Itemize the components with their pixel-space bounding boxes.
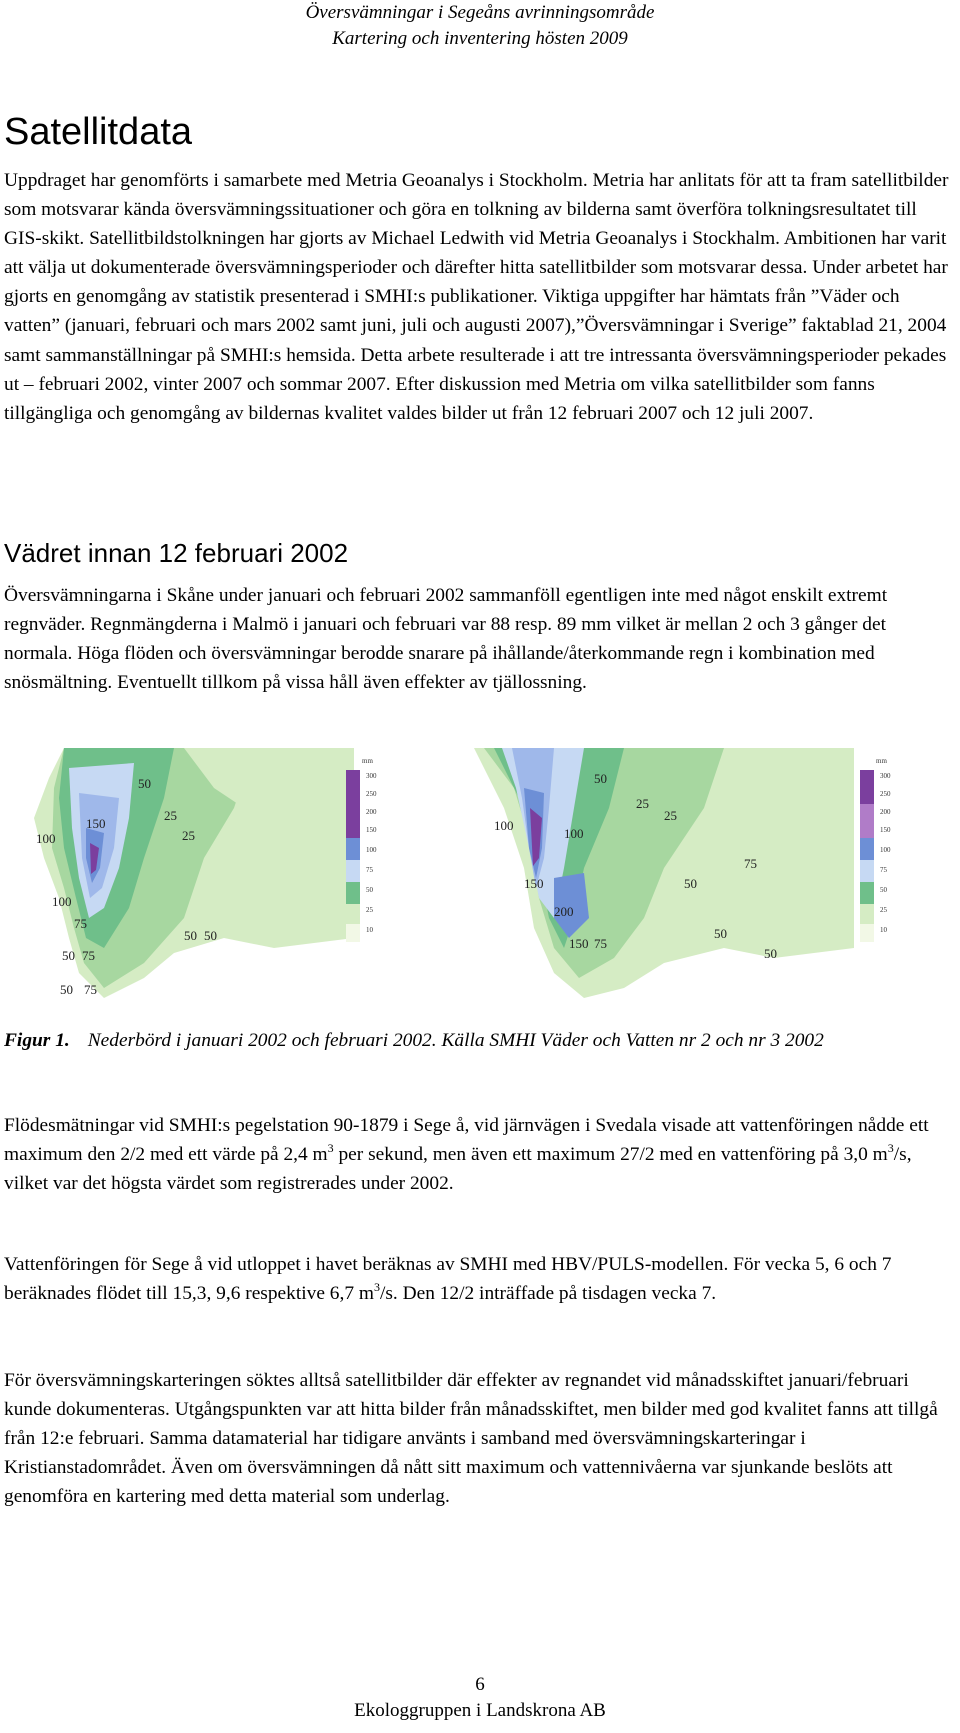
svg-text:150: 150 [569, 936, 589, 951]
svg-text:25: 25 [182, 828, 195, 843]
page-number: 6 [475, 1674, 485, 1695]
mapping-paragraph: För översvämningskarteringen söktes alltså satellitbilder där effekter av regnandet vid månadsskiftet januari/februari kunde dokumenteras. Utgångspunkten var att hitta bilder från månadsskiftet, men bilder med god kvalitet fanns att tillgå från 12:e februari. Samma datamaterial har tidigare använts i samband med översvämningskarteringar i Kristianstadområdet. Även om översvämningen då nått sitt maximum och vattennivåerna var sjunkande beslöts att genomföra en kartering med detta material som underlag. [4, 1370, 938, 1508]
header-title: Översvämningar i Segeåns avrinningsområde [305, 2, 655, 23]
page-header [0, 0, 960, 52]
satellitdata-paragraph: Uppdraget har genomförts i samarbete med Metria Geoanalys i Stockholm. Metria har anlitats för att ta fram satellitbilder som motsvarar kända översvämningssituationer och göra en tolkning av bilderna samt överföra tolkningsresultatet till GIS-skikt. Satellitbildstolkningen har gjorts av Michael Ledwith vid Metria Geoanalys i Stockhalm. Ambitionen har varit att välja ut dokumenterade översvämningsperioder och därefter hitta satellitbilder som motsvarar dessa. Under arbetet har gjorts en genomgång av statistik presenterad i SMHI:s publikationer. Viktiga uppgifter har hämtats från ”Väder och vatten” (januari, februari och mars 2002 samt juni, juli och augusti 2007),”Översvämningar i Sverige” faktablad 21, 2004 samt sammanställningar på SMHI:s hemsida. Detta arbete resulterade i att tre intressanta översvämningsperioder pekades ut – februari 2002, vinter 2007 och sommar 2007. Efter diskussion med Metria om vilka satellitbilder som fanns tillgängliga och genomgång av bildernas kvalitet valdes bilder ut från 12 februari 2007 och 12 juli 2007. [4, 170, 949, 424]
figure-caption-text: Nederbörd i januari 2002 och februari 2002. Källa SMHI Väder och Vatten nr 2 och nr 3 2002 [87, 1030, 824, 1051]
svg-text:50: 50 [184, 928, 197, 943]
precipitation-maps-figure [24, 748, 934, 1010]
model-sup-a: 3 [373, 1280, 380, 1295]
precipitation-map-january [24, 748, 444, 1010]
flow-text-a: Flödesmätningar vid SMHI:s pegelstation 90-1879 i Sege å, vid järnvägen i Svedala visade att vattenföringen nådde ett maximum den 2/2 med ett värde på 2,4 m [4, 1115, 929, 1166]
svg-text:50: 50 [714, 926, 727, 941]
svg-text:mm: mm [876, 757, 887, 765]
svg-text:250: 250 [880, 790, 891, 798]
svg-text:100: 100 [564, 826, 584, 841]
svg-text:50: 50 [684, 876, 697, 891]
svg-text:300: 300 [880, 772, 891, 780]
svg-text:300: 300 [366, 772, 377, 780]
svg-text:50: 50 [366, 886, 373, 894]
svg-text:100: 100 [880, 846, 891, 854]
weather-paragraph: Översvämningarna i Skåne under januari och februari 2002 sammanföll egentligen inte med något enskilt extremt regnväder. Regnmängderna i Malmö i januari och februari var 88 resp. 89 mm vilket är mellan 2 och 3 gånger det normala. Höga flöden och översvämningar berodde snarare på ihållande/återkommande regn i kombination med snösmältning. Eventuellt tillkom på vissa håll även effekter av tjällossning. [4, 585, 888, 694]
svg-text:200: 200 [880, 808, 891, 816]
svg-text:150: 150 [366, 826, 377, 834]
svg-text:75: 75 [594, 936, 607, 951]
flow-sup-a: 3 [327, 1141, 334, 1156]
svg-text:75: 75 [74, 916, 87, 931]
flow-text-b: per sekund, men även ett maximum 27/2 med en vattenföring på 3,0 m [333, 1144, 888, 1166]
svg-text:75: 75 [880, 866, 887, 874]
svg-text:50: 50 [594, 771, 607, 786]
svg-text:10: 10 [366, 926, 373, 934]
svg-text:25: 25 [164, 808, 177, 823]
svg-text:150: 150 [524, 876, 544, 891]
figure-caption [4, 1026, 950, 1055]
model-text-a: Vattenföringen för Sege å vid utloppet i havet beräknas av SMHI med HBV/PULS-modellen. För vecka 5, 6 och 7 beräknades flödet till 15,3, 9,6 respektive 6,7 m [4, 1254, 892, 1305]
svg-text:50: 50 [204, 928, 217, 943]
svg-text:75: 75 [84, 982, 97, 997]
svg-text:50: 50 [764, 946, 777, 961]
svg-text:25: 25 [880, 906, 887, 914]
svg-text:200: 200 [554, 904, 574, 919]
svg-text:75: 75 [366, 866, 373, 874]
section-title-weather: Vädret innan 12 februari 2002 [4, 538, 349, 568]
svg-text:100: 100 [36, 831, 56, 846]
header-subtitle: Kartering och inventering hösten 2009 [332, 28, 628, 49]
svg-text:50: 50 [138, 776, 151, 791]
svg-text:75: 75 [744, 856, 757, 871]
model-text-b: /s. Den 12/2 inträffade på tisdagen vecka 7. [379, 1283, 717, 1305]
svg-text:150: 150 [86, 816, 106, 831]
flow-text-c: /s, vilket var det högsta värdet som registrerades under 2002. [4, 1144, 912, 1195]
svg-text:50: 50 [880, 886, 887, 894]
svg-text:50: 50 [62, 948, 75, 963]
svg-text:250: 250 [366, 790, 377, 798]
svg-text:25: 25 [664, 808, 677, 823]
svg-text:10: 10 [880, 926, 887, 934]
svg-text:100: 100 [494, 818, 514, 833]
figure-label: Figur 1. [4, 1030, 70, 1051]
footer-company: Ekologgruppen i Landskrona AB [354, 1700, 606, 1721]
flow-sup-b: 3 [887, 1141, 894, 1156]
svg-text:150: 150 [880, 826, 891, 834]
precipitation-map-february [464, 748, 934, 1010]
svg-text:100: 100 [366, 846, 377, 854]
svg-text:25: 25 [366, 906, 373, 914]
page-footer [0, 1672, 960, 1724]
flow-measurement-paragraph [4, 1111, 950, 1198]
svg-text:75: 75 [82, 948, 95, 963]
model-paragraph [4, 1250, 950, 1308]
svg-text:200: 200 [366, 808, 377, 816]
svg-text:25: 25 [636, 796, 649, 811]
svg-text:mm: mm [362, 757, 373, 765]
section-title-satellitdata: Satellitdata [4, 111, 193, 153]
svg-text:50: 50 [60, 982, 73, 997]
svg-text:100: 100 [52, 894, 72, 909]
